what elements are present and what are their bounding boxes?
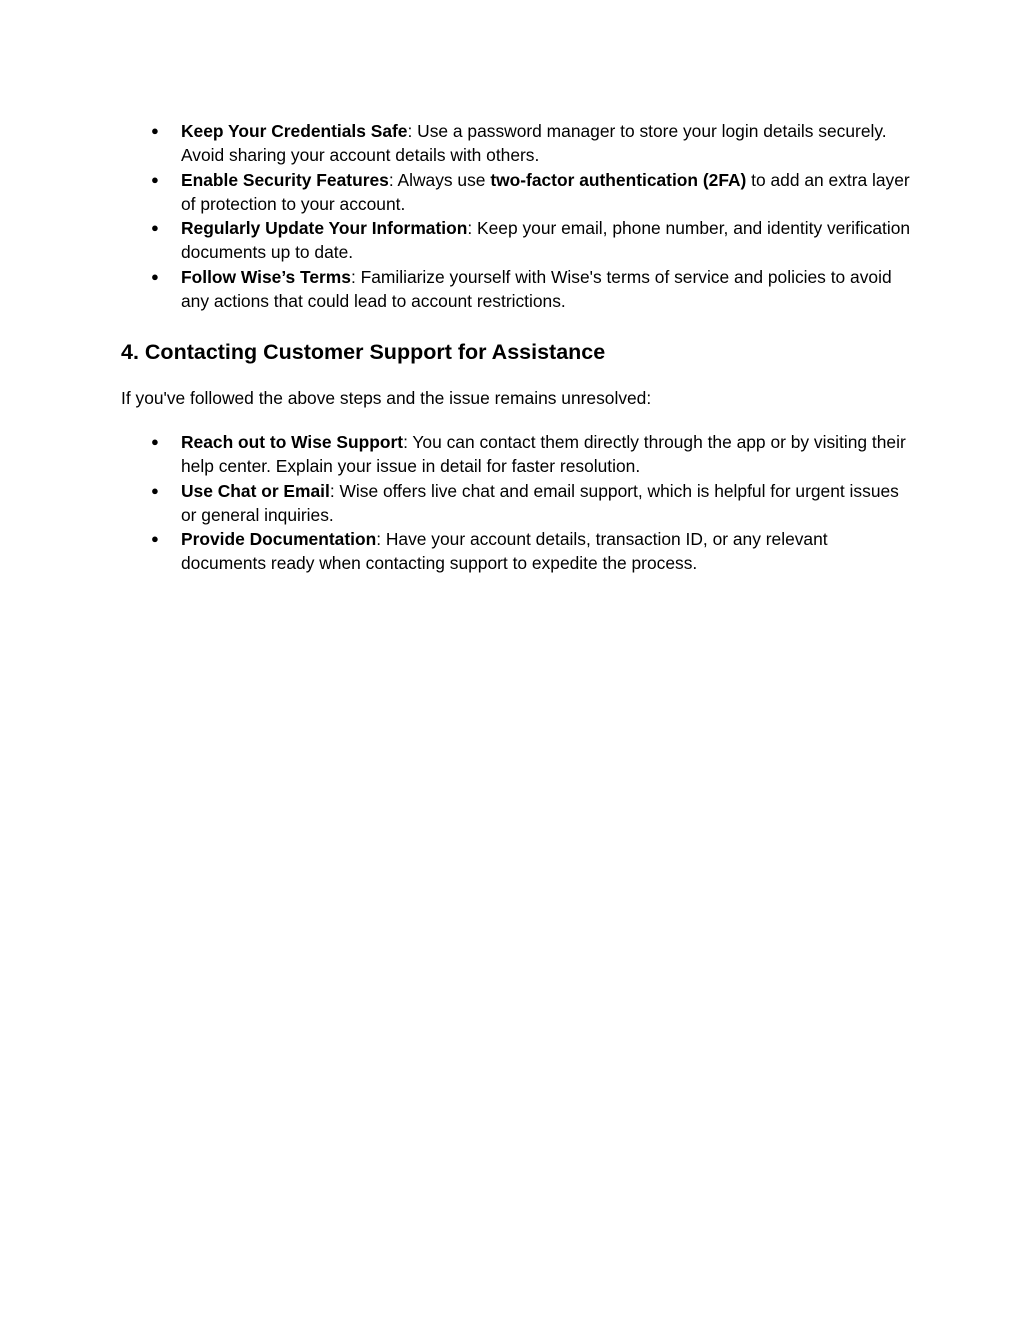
list-item-text: : You can contact them directly through the app or by visiting their help center. Explain your issue in detail for faster resolution. <box>181 432 906 477</box>
list-item <box>121 430 911 479</box>
intro-paragraph: If you've followed the above steps and the issue remains unresolved: <box>121 388 652 408</box>
list-item-term: Reach out to Wise Support <box>181 432 404 452</box>
list-item <box>121 527 911 576</box>
list-item-term: Follow Wise’s Terms <box>181 266 351 287</box>
list-item-emphasis: two-factor authentication (2FA) <box>490 169 747 190</box>
list-item <box>121 265 911 314</box>
list-item-text: : Wise offers live chat and email support, which is helpful for urgent issues or general inquiries. <box>181 480 899 525</box>
list-item <box>121 216 911 265</box>
list-item <box>121 479 911 528</box>
bullet-icon: ● <box>151 268 159 284</box>
list-item-text: : Always use <box>388 169 491 190</box>
list-item-term: Provide Documentation <box>181 529 377 550</box>
list-item <box>121 119 911 168</box>
list-item-text: : Keep your email, phone number, and identity verification documents up to date. <box>181 218 911 263</box>
list-item-term: Enable Security Features <box>181 169 389 190</box>
list-item-term: Use Chat or Email <box>181 480 330 501</box>
list-item <box>121 168 911 217</box>
security-tips-list <box>121 119 911 313</box>
list-item-text: to add an extra layer of protection to your account. <box>181 169 910 214</box>
bullet-icon: ● <box>151 123 159 138</box>
list-item-term: Keep Your Credentials Safe <box>181 121 408 141</box>
section-heading: 4. Contacting Customer Support for Assistance <box>121 340 606 364</box>
list-item-text: : Use a password manager to store your login details securely. Avoid sharing your account details with others. <box>181 121 887 166</box>
list-item-term: Regularly Update Your Information <box>181 218 468 239</box>
bullet-icon: ● <box>151 482 159 498</box>
support-options-list <box>121 430 911 576</box>
bullet-icon: ● <box>151 220 159 236</box>
bullet-icon: ● <box>151 171 159 187</box>
bullet-icon: ● <box>151 434 159 449</box>
bullet-icon: ● <box>151 531 159 547</box>
list-item-text: : Familiarize yourself with Wise's terms of service and policies to avoid any actions that could lead to account restrictions. <box>181 266 892 312</box>
list-item-text: : Have your account details, transaction ID, or any relevant documents ready when contacting support to expedite the process. <box>181 529 828 574</box>
